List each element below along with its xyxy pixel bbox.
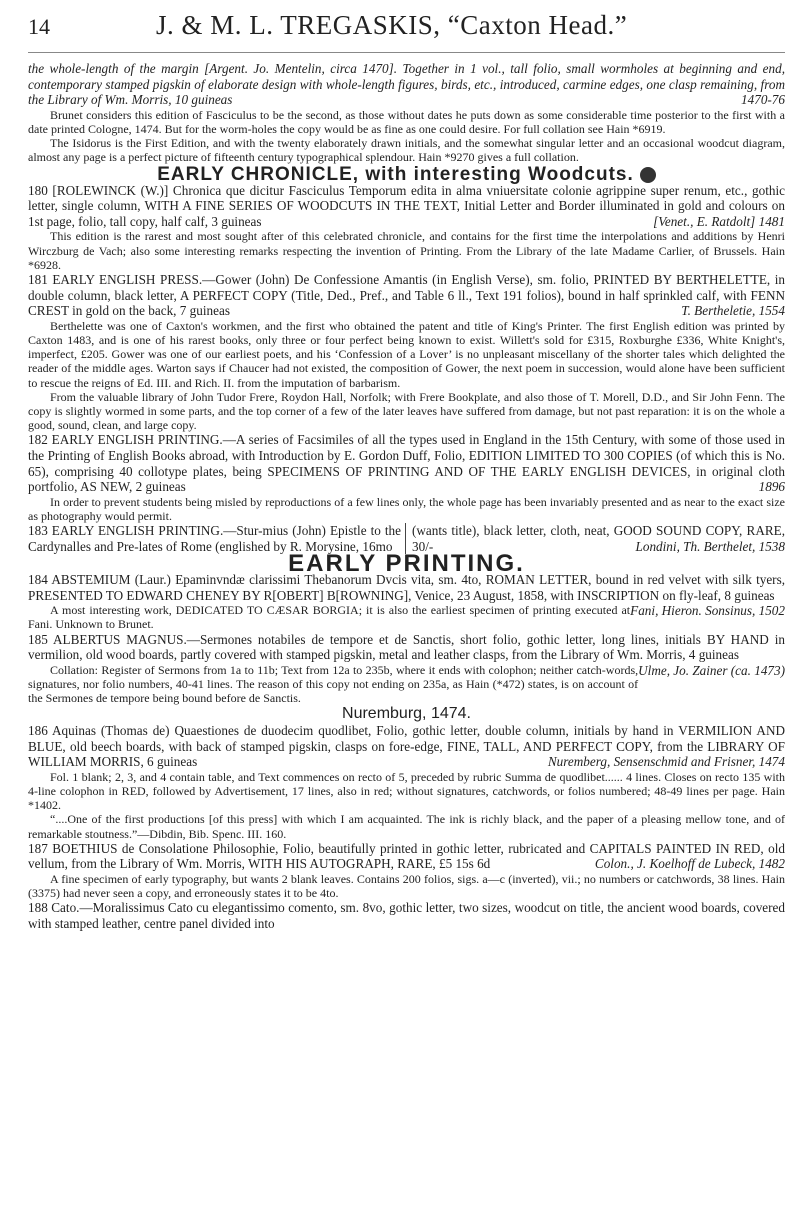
entry-182-text: 182 EARLY ENGLISH PRINTING.—A series of Facsimiles of all the types used in England in the 15th Century, with some of those used in the Printing of English Books abroad, with Introduction by E. Gordon Duff, Folio, EDITION LIMITED TO 300 COPIES (of which this is No. 65), comprising 40 collotype plates, being SPECIMENS OF PRINTING AND OF THE EARLY ENGLISH DEVICES, in original cloth portfolio, AS NEW, 2 guineas (28, 432, 785, 495)
entry-181-imprint: T. Bertheletie, 1554 (681, 303, 785, 319)
entry-186-note: Fol. 1 blank; 2, 3, and 4 contain table, and Text commences on recto of 5, preceded by rubric Summa de quodlibet...... 4 lines. Closes on recto 135 with 4-line colophon in RED, followed by Advertisement, 17 lines, also in red; without signatures, catchwords, or folios numbered; 48-49 lines per page. Hain *1402. (28, 769, 785, 813)
entry-183-imprint: Londini, Th. Berthelet, 1538 (635, 538, 785, 554)
entry-180-imprint: [Venet., E. Ratdolt] 1481 (653, 213, 785, 229)
entry-188-text: 188 Cato.—Moralissimus Cato cu elegantissimo comento, sm. 8vo, gothic letter, two sizes, woodcut on title, the ancient wood boards, covered with stamped leather, centre panel divided into (28, 900, 785, 931)
entry-185-note: Collation: Register of Sermons from 1a to 11b; Text from 12a to 235b, where it ends with colophon; neither catch-words, signatures, nor folio numbers, 40-41 lines. The reason of this copy not ending on 235a, as Hain (*472) states, is on account of the Sermones de tempore being bound before de Sanctis. (28, 662, 639, 706)
entry-186 (28, 723, 785, 770)
entry-184-imprint: Fani, Hieron. Sonsinus, 1502 (630, 603, 785, 619)
running-head-title: J. & M. L. TREGASKIS, “Caxton Head.” (156, 10, 628, 40)
page-number: 14 (28, 14, 50, 39)
entry-185 (28, 631, 785, 678)
entry-181-text: 181 EARLY ENGLISH PRESS.—Gower (John) De Confessione Amantis (in English Verse), sm. folio, PRINTED BY BERTHELETTE, in double column, black letter, A PERFECT COPY (Title, Ded., Pref., and Table 6 ll., Text 191 folios), bound in half sprinkled calf, with FENN CREST in gold on the back, 7 guineas (28, 271, 785, 319)
entry-187-text: 187 BOETHIUS de Consolatione Philosophie, Folio, beautifully printed in gothic letter, rubricated and CAPITALS PAINTED IN RED, old vellum, from the Library of Wm. Morris, WITH HIS AUTOGRAPH, RARE, £5 15s 6d (28, 840, 785, 872)
entry-186-imprint: Nuremberg, Sensenschmid and Frisner, 1474 (547, 754, 785, 770)
entry-184-text: 184 ABSTEMIUM (Laur.) Epaminvndæ clarissimi Thebanorum Dvcis vita, sm. 4to, ROMAN LETTER, bound in red velvet with silk tyers, PRESENTED TO EDWARD CHENEY BY R[OBERT] B[ROWNING], Venice, 23 August, 1858, with INSCRIPTION on fly-leaf, 8 guineas (28, 571, 785, 603)
section-heading-nuremburg: Nuremburg, 1474. (342, 705, 471, 723)
entry-181-note: From the valuable library of John Tudor Frere, Roydon Hall, Norfolk; with Frere Bookplate, and also those of T. Morell, D.D., and Sir John Fenn. The copy is slightly wormed in some parts, and the top corner of a few of the later leaves have suffered from damage, but not past reparation: it is on the whole a good, sound, clean, and large copy. (28, 389, 785, 433)
entry-183-right-text: (wants title), black letter, cloth, neat, GOOD SOUND COPY, RARE, 30/- (412, 523, 785, 554)
catalogue-text (28, 61, 785, 932)
entry-182 (28, 432, 785, 494)
section-heading (28, 163, 785, 185)
entry-182-note: In order to prevent students being misled by reproductions of a few lines only, the whole page has been invariably presented and as near to the exact size as photography would permit. (28, 494, 785, 523)
entry-185-text: 185 ALBERTUS MAGNUS.—Sermones notabiles de tempore et de Sanctis, short folio, gothic letter, long lines, initials BY HAND in vermilion, old wood boards, partly covered with stamped pigskin, metal and leather clasps, from the Library of Wm. Morris, 4 guineas (28, 631, 785, 663)
entry-187 (28, 841, 785, 872)
entry-180-note: This edition is the rarest and most sought after of this celebrated chronicle, and contains for the first time the interpolations and additions by Henri Wirczburg de Vach; also some interesting remarks respecting the invention of Printing. From the Library of the late Madame Carlier, of Brussels. Hain *6928. (28, 229, 785, 272)
entry-182-imprint: 1896 (758, 479, 785, 495)
entry-continuation-date: 1470-76 (741, 92, 785, 108)
entry-186-note: “....One of the first productions [of this press] with which I am acquainted. The ink is richly black, and the paper of a pleasing mellow tone, and of remarkable stoutness.”—Dibdin, Bib. Spenc. III. 160. (28, 812, 785, 841)
entry-continuation-text: the whole-length of the margin [Argent. Jo. Mentelin, circa 1470]. Together in 1 vol., tall folio, small wormholes at beginning and end, contemporary stamped pigskin of elaborate design with whole-length figures, birds, etc., introduced, carmine edges, one clasp remaining, from the Library of Wm. Morris, 10 guineas (28, 61, 785, 108)
entry-187-imprint: Colon., J. Koelhoff de Lubeck, 1482 (594, 856, 785, 872)
entry-187-note: A fine specimen of early typography, but wants 2 blank leaves. Contains 200 folios, sigs. a—c (inverted), vii.; no numbers or catchwords, 38 lines. Hain (3375) had never seen a copy, and erroneously states it to be 4to. (28, 871, 785, 901)
running-head (28, 8, 785, 53)
printer-mark-icon (640, 167, 656, 183)
entry-181 (28, 272, 785, 319)
entry-note: The Isidorus is the First Edition, and with the twenty elaborately drawn initials, and the somewhat singular letter and an occasional woodcut diagram, almost any page is a perfect picture of fifteenth century typographical splendour. Hain *9270 gives a full collation. (28, 136, 785, 165)
entry-188 (28, 900, 785, 931)
entry-183-left: 183 EARLY ENGLISH PRINTING.—Stur-mius (John) Epistle to the Cardynalles and Pre-lates of Rome (englished by R. Morysine, 16mo (28, 523, 406, 554)
entry-184-note: A most interesting work, DEDICATED TO CÆSAR BORGIA; it is also the earliest specimen of printing executed at Fani. Unknown to Brunet. (28, 603, 631, 632)
entry-181-note: Berthelette was one of Caxton's workmen, and the first who obtained the patent and title of King's Printer. The first English edition was printed by Caxton 1483, and is one of his rarest books, only three or four perfect being known to exist. Willett's sold for £315, Roxburghe £336, White Knight's, imperfect, £205. Gower was one of our earliest poets, and his ‘Confession of a Lover’ is no unpleasant miscellany of the shorter tales which delighted the reader of the middle ages. Warton says if Chaucer had not existed, the composition of Gower, the next poem in succession, would alone have been sufficient to rescue the reigns of Ed. III. and Rich. II. from the imputation of barbarism. (28, 318, 785, 390)
entry-180 (28, 183, 785, 230)
entry-note: Brunet considers this edition of Fasciculus to be the second, as those without dates he puts down as some considerable time posterior to the first with a date printed Cologne, 1474. But for the worm-holes the copy would be as fine as one could desire. For full collation see Hain *6919. (28, 107, 785, 136)
entry-continuation (28, 61, 785, 108)
section-heading-text: EARLY CHRONICLE, with interesting Woodcuts. (157, 163, 634, 185)
section-heading-early-printing: EARLY PRINTING. (288, 550, 525, 578)
entry-186-text: 186 Aquinas (Thomas de) Quaestiones de duodecim quodlibet, Folio, gothic letter, double column, initials by hand in VERMILION AND BLUE, old beech boards, with back of stamped pigskin, clasps on fore-edge, FINE, TALL, AND PERFECT COPY, from the LIBRARY OF WILLIAM MORRIS, 6 guineas (28, 722, 785, 770)
entry-180-text: 180 [ROLEWINCK (W.)] Chronica que dicitur Fasciculus Temporum edita in alma vniuersitate colonie agrippine super renum, etc., gothic letter, single column, WITH A FINE SERIES OF WOODCUTS IN THE TEXT, Initial Letter and Border illuminated in gold and colours on 1st page, folio, tall copy, half calf, 3 guineas (28, 182, 785, 229)
catalogue-page (28, 0, 785, 932)
entry-185-imprint: Ulme, Jo. Zainer (ca. 1473) (638, 662, 785, 678)
